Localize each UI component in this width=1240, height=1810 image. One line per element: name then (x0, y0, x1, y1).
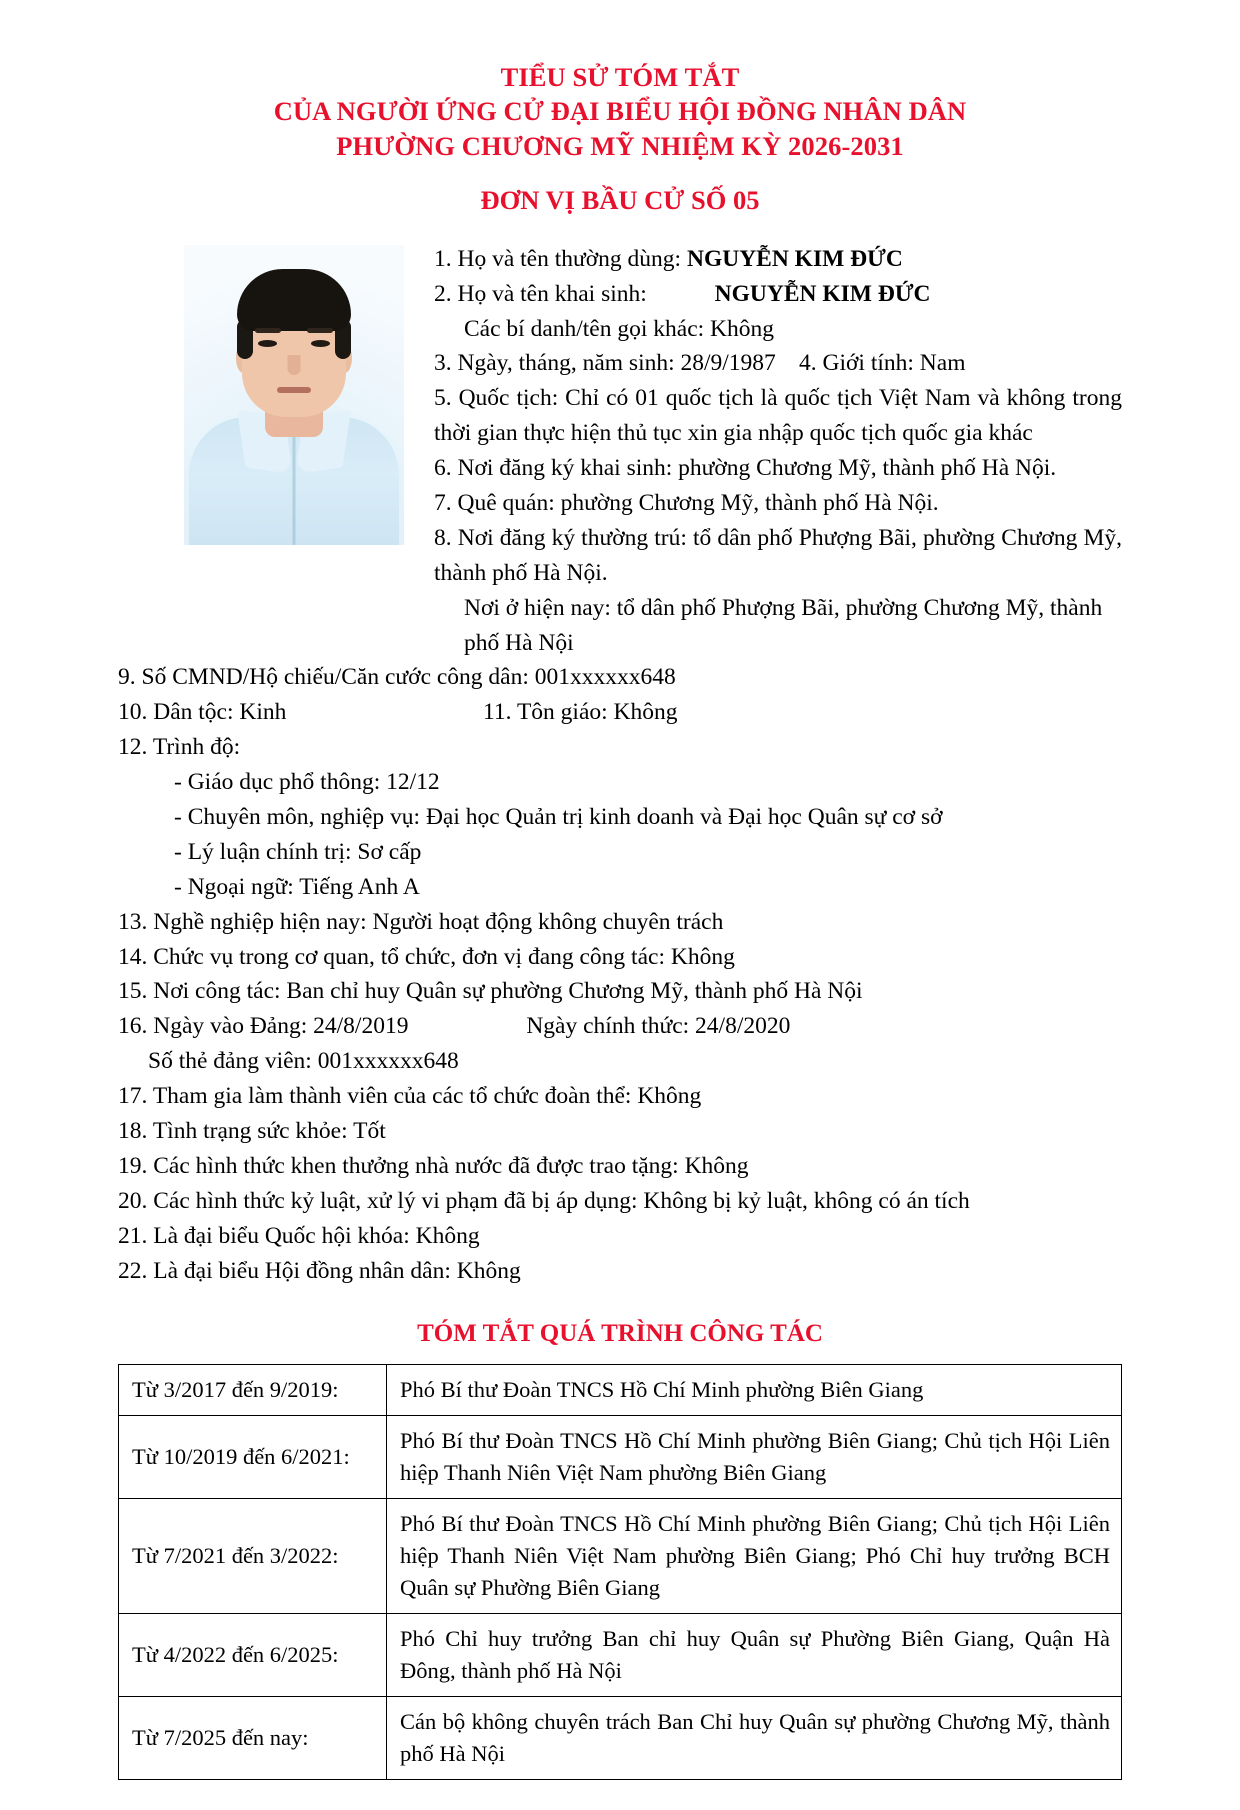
photo-eye-right (311, 340, 330, 347)
photo-hair (237, 269, 351, 331)
photo-eyebrow-left (255, 328, 281, 333)
field-alias (434, 312, 1122, 347)
field-permanent-residence: 8. Nơi đăng ký thường trú: tổ dân phố Phượng Bãi, phường Chương Mỹ, thành phố Hà Nội. (434, 524, 1122, 586)
field-common-name-value: NGUYỄN KIM ĐỨC (686, 245, 903, 272)
work-detail-cell: Phó Chỉ huy trưởng Ban chỉ huy Quân sự Phường Biên Giang, Quận Hà Đông, thành phố Hà Nội (387, 1614, 1122, 1697)
document-heading (118, 60, 1122, 218)
work-period-cell: Từ 10/2019 đến 6/2021: (119, 1416, 387, 1499)
biography-main-fields (118, 660, 1122, 1288)
biography-section (118, 242, 1122, 1289)
field-party-join-date: 16. Ngày vào Đảng: 24/8/2019 (118, 1013, 409, 1040)
field-position: 14. Chức vụ trong cơ quan, tổ chức, đơn vị đang công tác: Không (118, 943, 735, 970)
work-detail-cell: Phó Bí thư Đoàn TNCS Hồ Chí Minh phường Biên Giang; Chủ tịch Hội Liên hiệp Thanh Niên Việt Nam phường Biên Giang (387, 1416, 1122, 1499)
field-peoples-council-deputy: 22. Là đại biểu Hội đồng nhân dân: Không (118, 1257, 521, 1284)
table-row (119, 1416, 1122, 1499)
heading-line-1: TIỂU SỬ TÓM TẮT (500, 62, 740, 92)
portrait-photo-wrapper (184, 245, 416, 545)
work-history-title: TÓM TẮT QUÁ TRÌNH CÔNG TÁC (417, 1320, 823, 1348)
field-birth-registration: 6. Nơi đăng ký khai sinh: phường Chương Mỹ, thành phố Hà Nội. (434, 455, 1057, 482)
field-ethnicity-religion-row (118, 695, 1122, 730)
photo-eyebrow-right (307, 328, 333, 333)
field-education-heading: 12. Trình độ: (118, 734, 241, 761)
field-religion: 11. Tôn giáo: Không (483, 699, 678, 726)
field-hometown: 7. Quê quán: phường Chương Mỹ, thành phố Hà Nội. (434, 489, 939, 516)
field-party-dates-row (118, 1009, 1122, 1044)
field-national-assembly-deputy: 21. Là đại biểu Quốc hội khóa: Không (118, 1222, 480, 1249)
field-nationality: 5. Quốc tịch: Chỉ có 01 quốc tịch là quốc tịch Việt Nam và không trong thời gian thực hiện thủ tục xin gia nhập quốc tịch quốc gia khác (434, 385, 1122, 447)
field-party-official-date: Ngày chính thức: 24/8/2020 (526, 1013, 791, 1040)
field-id-number: 9. Số CMND/Hộ chiếu/Căn cước công dân: 001xxxxxx648 (118, 664, 676, 691)
field-health-status: 18. Tình trạng sức khỏe: Tốt (118, 1118, 386, 1145)
work-history-table-body (119, 1365, 1122, 1779)
work-detail-cell: Phó Bí thư Đoàn TNCS Hồ Chí Minh phường Biên Giang; Chủ tịch Hội Liên hiệp Thanh Niên Việt Nam phường Biên Giang; Phó Chỉ huy trưởng BCH Quân sự Phường Biên Giang (387, 1499, 1122, 1614)
field-disciplinary-actions: 20. Các hình thức kỷ luật, xử lý vi phạm đã bị áp dụng: Không bị kỷ luật, không có án tích (118, 1187, 970, 1214)
field-common-name (434, 242, 1122, 277)
field-general-education: - Giáo dục phổ thông: 12/12 (174, 769, 440, 796)
work-period-cell: Từ 4/2022 đến 6/2025: (119, 1614, 387, 1697)
heading-line-2: CỦA NGƯỜI ỨNG CỬ ĐẠI BIỂU HỘI ĐỒNG NHÂN DÂN (273, 96, 967, 127)
field-professional-qualification: - Chuyên môn, nghiệp vụ: Đại học Quản trị kinh doanh và Đại học Quân sự cơ sở (174, 804, 943, 830)
table-row (119, 1696, 1122, 1779)
work-period-cell: Từ 7/2025 đến nay: (119, 1696, 387, 1779)
field-current-occupation: 13. Nghề nghiệp hiện nay: Người hoạt động không chuyên trách (118, 908, 724, 935)
field-alias-label: Các bí danh/tên gọi khác: (464, 315, 705, 342)
table-row (119, 1365, 1122, 1416)
heading-line-3: PHƯỜNG CHƯƠNG MỸ NHIỆM KỲ 2026-2031 (336, 130, 904, 161)
heading-electoral-unit: ĐƠN VỊ BẦU CỬ SỐ 05 (480, 185, 760, 216)
work-history-table (118, 1364, 1122, 1779)
work-period-cell: Từ 7/2021 đến 3/2022: (119, 1499, 387, 1614)
photo-mouth (277, 387, 311, 393)
field-ethnicity: 10. Dân tộc: Kinh (118, 699, 287, 726)
photo-nose (288, 355, 301, 375)
field-organization-membership: 17. Tham gia làm thành viên của các tổ chức đoàn thể: Không (118, 1083, 702, 1110)
work-period-cell: Từ 3/2017 đến 9/2019: (119, 1365, 387, 1416)
field-state-awards: 19. Các hình thức khen thưởng nhà nước đã được trao tặng: Không (118, 1152, 749, 1179)
field-birth-name-value: NGUYỄN KIM ĐỨC (714, 280, 931, 307)
work-detail-cell: Phó Bí thư Đoàn TNCS Hồ Chí Minh phường Biên Giang (387, 1365, 1122, 1416)
field-foreign-language: - Ngoại ngữ: Tiếng Anh A (174, 873, 420, 900)
photo-eye-left (258, 340, 277, 347)
field-workplace: 15. Nơi công tác: Ban chỉ huy Quân sự phường Chương Mỹ, thành phố Hà Nội (118, 978, 863, 1005)
biography-top-fields (434, 242, 1122, 661)
field-common-name-label: 1. Họ và tên thường dùng: (434, 245, 682, 272)
field-date-of-birth: 3. Ngày, tháng, năm sinh: 28/9/1987 (434, 350, 776, 377)
field-birth-name-label: 2. Họ và tên khai sinh: (434, 280, 647, 307)
table-row (119, 1499, 1122, 1614)
field-birth-name (434, 277, 1122, 312)
field-gender: 4. Giới tính: Nam (799, 350, 966, 377)
field-alias-value: Không (710, 315, 775, 342)
field-political-theory: - Lý luận chính trị: Sơ cấp (174, 838, 422, 865)
field-current-residence: Nơi ở hiện nay: tổ dân phố Phượng Bãi, phường Chương Mỹ, thành phố Hà Nội (464, 594, 1103, 656)
field-party-card-number: Số thẻ đảng viên: 001xxxxxx648 (148, 1048, 459, 1075)
field-dob-gender-row (434, 346, 1122, 381)
candidate-photo (184, 245, 404, 545)
work-detail-cell: Cán bộ không chuyên trách Ban Chỉ huy Quân sự phường Chương Mỹ, thành phố Hà Nội (387, 1696, 1122, 1779)
table-row (119, 1614, 1122, 1697)
photo-shirt-placket (293, 425, 296, 545)
